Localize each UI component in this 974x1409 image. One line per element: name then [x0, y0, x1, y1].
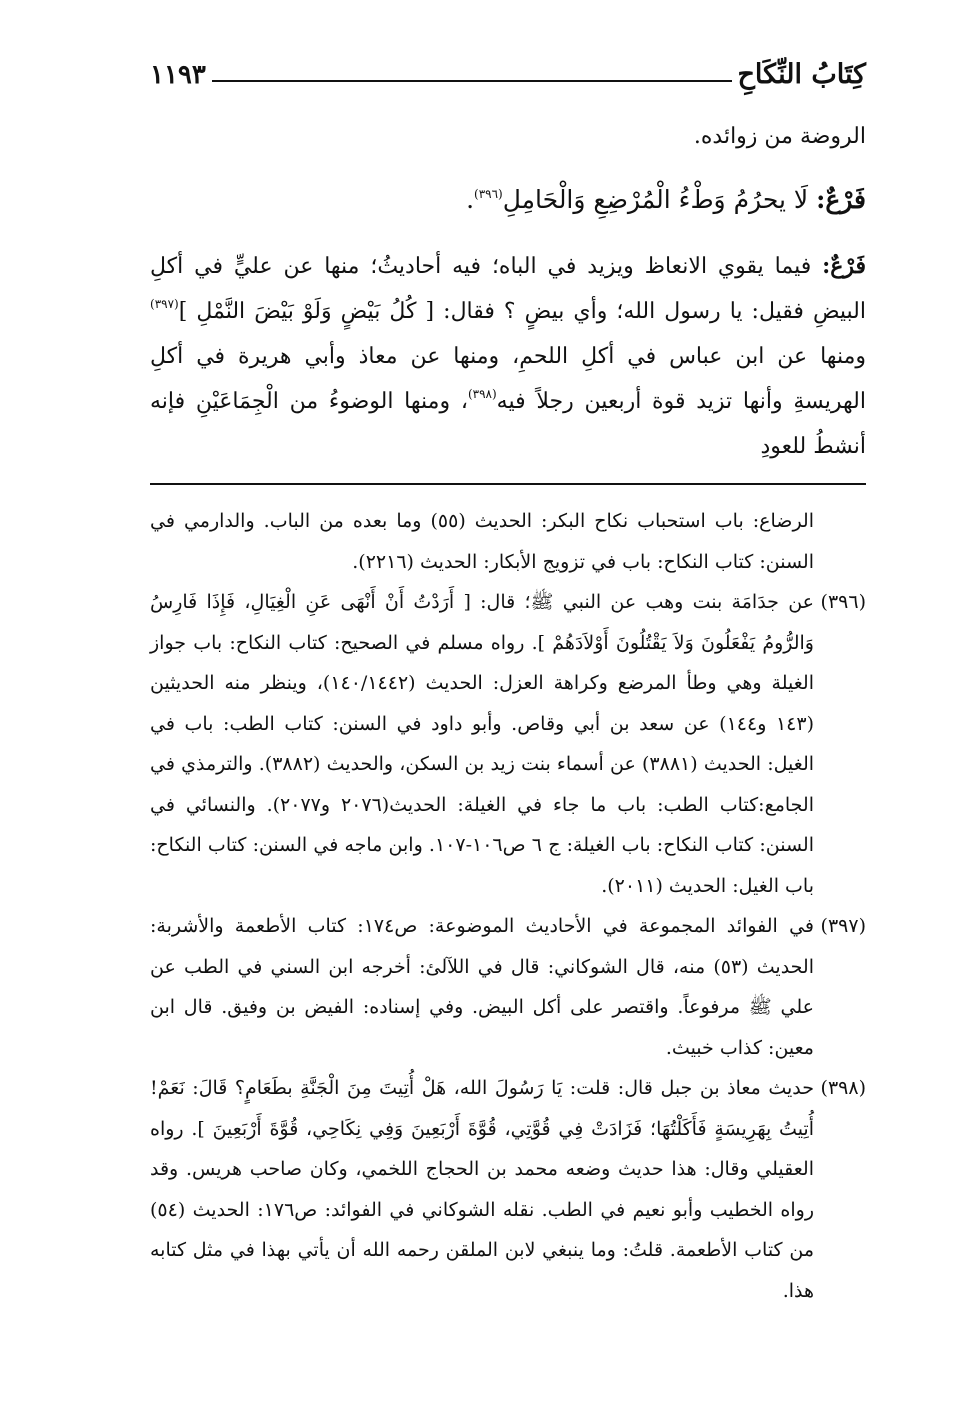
main-text — [150, 114, 866, 469]
paragraph-3 — [150, 244, 866, 469]
section-label: فَرْعٌ: — [822, 253, 866, 279]
footnote-continuation-text: الرضاع: باب استحباب نكاح البكر: الحديث (٥٥) وما بعده من الباب. والدارمي في السنن: كتاب النكاح: باب في تزويج الأبكار: الحديث (٢٢١٦). — [150, 510, 814, 573]
footnote-398-text: حديث معاذ بن جبل قال: قلت: يَا رَسُولَ الله، هَلْ أُتِيتَ مِنَ الْجَنَّةِ بطَعَامٍ؟ قَالَ: نَعَمْ! أُتِيتُ بِهَرِيسَةٍ فَأَكَلْتُهَا؛ فَزَادَتْ فِي قُوَّتِي، قُوَّةَ أَرْبَعِينَ وَفِي نِكَاحِي، قُوَّةَ أَرْبَعِينَ ]. رواه العقيلي وقال: هذا حديث وضعه محمد بن الحجاج اللخمي، وكان صاحب هريس. وقد رواه الخطيب وأبو نعيم في الطب. نقله الشوكاني في الفوائد: ص١٧٦: الحديث (٥٤) من كتاب الأطعمة. قلتُ: وما ينبغي لابن الملقن رحمه الله أن يأتي بهذا في مثل كتابه هذا. — [150, 1077, 815, 1302]
footnote-divider — [150, 483, 866, 485]
paragraph-1 — [150, 114, 866, 159]
book-page — [150, 40, 866, 1311]
footnote-continuation — [150, 501, 866, 582]
footnote-398-number: (٣٩٨) — [820, 1077, 866, 1099]
paragraph-3-text-c: ، ومنها الوضوءُ من الْجِمَاعَيْنِ فإنه أنشطُ للعودِ — [150, 389, 866, 459]
footnote-ref-396[interactable]: (٣٩٦) — [474, 187, 503, 201]
footnote-397 — [150, 906, 866, 1068]
footnotes — [150, 501, 866, 1311]
paragraph-3-text-b: ومنها عن ابن عباس في أكلِ اللحمِ، ومنها عن معاذ وأبي هريرة في أكلِ الهريسةِ وأنها تزيد قوة أربعين رجلاً فيه — [150, 344, 866, 414]
footnote-397-text: في الفوائد المجموعة في الأحاديث الموضوعة: ص١٧٤: كتاب الأطعمة والأشربة: الحديث (٥٣) منه، قال الشوكاني: قال في اللآلئ: أخرجه ابن السني في الطب عن علي ﷺ مرفوعاً. واقتصر على أكل البيض. وفي إسناده: الفيض بن وفيق. قال ابن معين: كذاب خبيث. — [150, 915, 814, 1059]
paragraph-1-text: الروضة من زوائده. — [693, 124, 866, 149]
footnote-ref-398[interactable]: (٣٩٨) — [467, 387, 497, 401]
paragraph-2-text: لَا يحرُمُ وَطْءُ الْمُرْضِعِ وَالْحَامِلِ — [502, 185, 809, 214]
section-label: فَرْعٌ: — [816, 185, 866, 214]
footnote-396-text: عن جدَامَة بنت وهب عن النبي ﷺ؛ قال: [ أَرَدْتُ أَنْ أَنْهَى عَنِ الْغِيَالِ، فَإِذَا فَارِسُ وَالرُّومُ يَفْعَلُونَ وَلاَ يَقْتُلُونَ أَوْلاَدَهُمْ ]. رواه مسلم في الصحيح: كتاب النكاح: باب جواز الغيلة وهي وطأ المرضع وكراهة العزل: الحديث (١٤٠/١٤٤٢)، وينظر منه الحديثين (١٤٣ و١٤٤) عن سعد بن أبي وقاص. وأبو داود في السنن: كتاب الطب: باب في الغيل: الحديث (٣٨٨١) عن أسماء بنت زيد بن السكن، والحديث (٣٨٨٢). والترمذي في الجامع:كتاب الطب: باب ما جاء في الغيلة: الحديث(٢٠٧٦ و٢٠٧٧). والنسائي في السنن: كتاب النكاح: باب الغيلة: ج ٦ ص١٠٦-١٠٧. وابن ماجه في السنن: كتاب النكاح: باب الغيل: الحديث (٢٠١١). — [150, 591, 815, 897]
book-title: كِتَابُ النِّكَاحِ — [737, 59, 866, 90]
page-number: ١١٩٣ — [150, 60, 206, 90]
footnote-396 — [150, 582, 866, 906]
footnote-ref-397[interactable]: (٣٩٧) — [150, 297, 179, 311]
footnote-398 — [150, 1068, 866, 1311]
paragraph-2-end: . — [466, 185, 475, 214]
page-header — [150, 40, 866, 88]
header-rule — [212, 80, 732, 82]
footnote-396-number: (٣٩٦) — [820, 591, 866, 613]
paragraph-3-text-a: فيما يقوي الانعاظ ويزيد في الباه؛ فيه أحاديثُ؛ منها عن عليٍّ في أكلِ البيضِ فقيل: يا رسول الله؛ وأي بيضٍ ؟ فقال: [ كُلُ بَيْضٍ وَلَوْ بَيْضَ النَّمْلِ ] — [150, 254, 866, 324]
footnote-397-number: (٣٩٧) — [820, 915, 866, 937]
paragraph-2 — [150, 177, 866, 222]
